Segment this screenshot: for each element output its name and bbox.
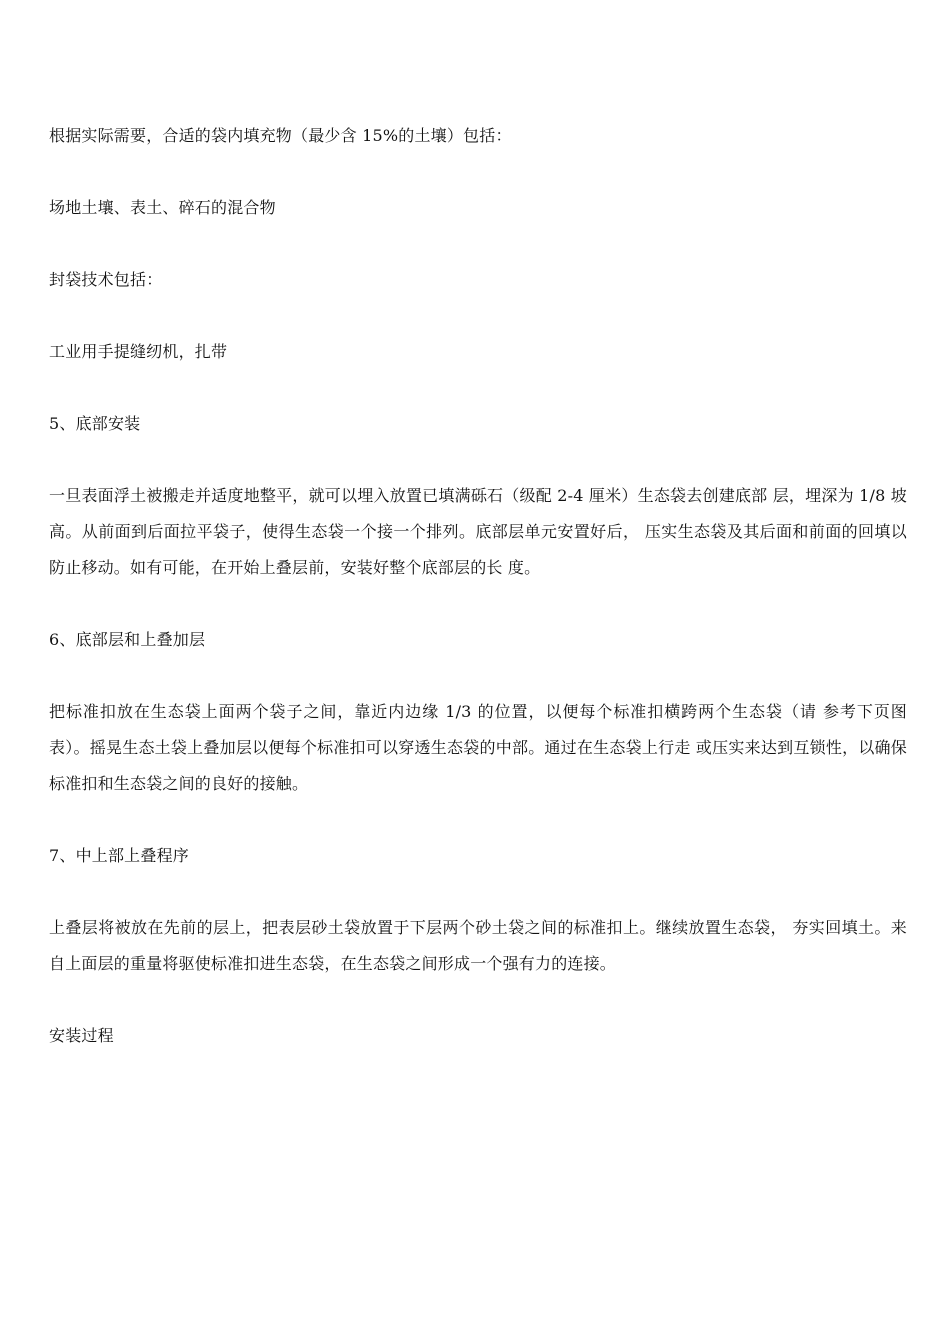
sealing-list: 工业用手提缝纫机，扎带 <box>49 342 228 361</box>
section-body-6: 把标准扣放在生态袋上面两个袋子之间，靠近内边缘 1/3 的位置，以便每个标准扣横跨两个生态袋（请 参考下页图表）。摇晃生态土袋上叠加层以便每个标准扣可以穿透生态袋的中部。通过在生态袋上行走 或压实来达到互锁性，以确保标准扣和生态袋之间的良好的接触。 <box>49 702 907 793</box>
section-heading-6: 6、底部层和上叠加层 <box>49 630 206 649</box>
paragraph-gap <box>49 154 907 190</box>
paragraph-gap <box>49 442 907 478</box>
paragraph-gap <box>49 802 907 838</box>
paragraph-gap <box>49 658 907 694</box>
installation-process-heading: 安装过程 <box>49 1026 114 1045</box>
section-heading-5: 5、底部安装 <box>49 414 141 433</box>
paragraph-gap <box>49 298 907 334</box>
section-body-7: 上叠层将被放在先前的层上，把表层砂土袋放置于下层两个砂土袋之间的标准扣上。继续放置生态袋， 夯实回填土。来自上面层的重量将驱使标准扣进生态袋，在生态袋之间形成一个强有力的连接。 <box>49 918 907 973</box>
section-body-5: 一旦表面浮土被搬走并适度地整平，就可以埋入放置已填满砾石（级配 2-4 厘米）生态袋去创建底部 层，埋深为 1/8 坡高。从前面到后面拉平袋子，使得生态袋一个接一个排列。底部层单元安置好后， 压实生态袋及其后面和前面的回填以防止移动。如有可能，在开始上叠层前，安装好整个底部层的长 度。 <box>49 486 907 577</box>
paragraph-gap <box>49 370 907 406</box>
fill-material-intro: 根据实际需要，合适的袋内填充物（最少含 15%的土壤）包括： <box>49 126 512 145</box>
fill-material-list: 场地土壤、表土、碎石的混合物 <box>49 198 276 217</box>
paragraph-gap <box>49 226 907 262</box>
section-heading-7: 7、中上部上叠程序 <box>49 846 189 865</box>
document-body <box>49 118 907 1054</box>
paragraph-gap <box>49 874 907 910</box>
paragraph-gap <box>49 982 907 1018</box>
paragraph-gap <box>49 586 907 622</box>
sealing-intro: 封袋技术包括： <box>49 270 163 289</box>
